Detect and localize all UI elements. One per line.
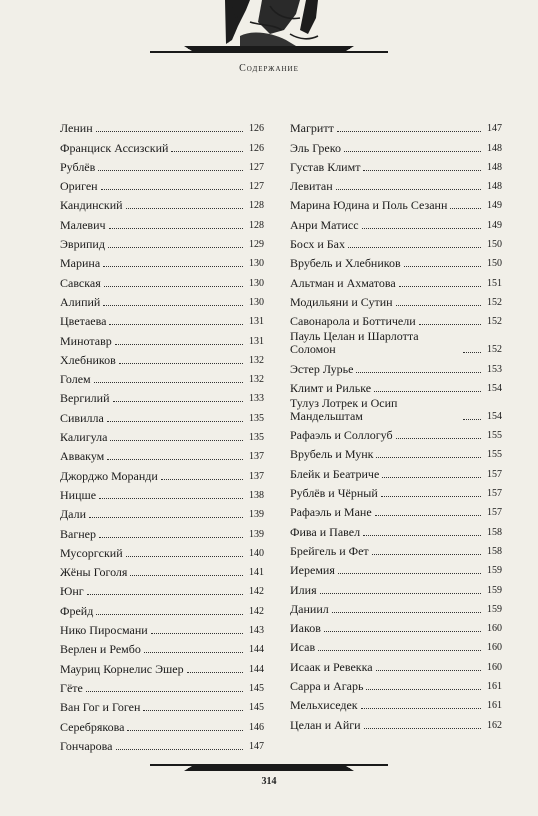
toc-entry-title: Анри Матисс — [290, 217, 359, 232]
toc-entry-title: Дали — [60, 507, 87, 522]
toc-entry-title: Калигула — [60, 430, 108, 445]
toc-entry — [60, 600, 264, 619]
toc-entry-title: Вергилий — [60, 391, 110, 406]
toc-entry-title: Хлебников — [60, 352, 116, 367]
toc-entry-page: 147 — [487, 123, 502, 135]
toc-entry-page: 159 — [487, 565, 502, 577]
toc-entry — [60, 176, 264, 195]
toc-entry-page: 143 — [249, 625, 264, 637]
dot-leader — [103, 305, 243, 306]
dot-leader — [363, 535, 481, 536]
dot-leader — [107, 459, 243, 460]
toc-entry — [290, 176, 502, 195]
toc-entry-title: Савонарола и Боттичели — [290, 314, 416, 329]
toc-entry-title: Мельхиседек — [290, 698, 358, 713]
toc-entry-page: 147 — [249, 740, 264, 752]
toc-entry-page: 158 — [487, 526, 502, 538]
toc-entry — [290, 637, 502, 656]
toc-entry-page: 152 — [487, 344, 502, 356]
dot-leader — [376, 457, 481, 458]
toc-entry — [60, 697, 264, 716]
toc-entry-page: 151 — [487, 277, 502, 289]
dot-leader — [364, 728, 481, 729]
toc-entry — [290, 118, 502, 137]
toc-entry — [60, 272, 264, 291]
dot-leader — [96, 614, 243, 615]
toc-entry-title: Ницше — [60, 487, 97, 502]
toc-entry-title: Рафаэль и Соллогуб — [290, 428, 393, 443]
toc-entry-page: 152 — [487, 316, 502, 328]
toc-entry-title: Сивилла — [60, 410, 104, 425]
dot-leader — [130, 575, 243, 576]
toc-entry — [60, 446, 264, 465]
dot-leader — [171, 151, 243, 152]
toc-entry-title: Климт и Рильке — [290, 380, 372, 395]
toc-entry-page: 128 — [249, 219, 264, 231]
toc-entry-title: Даниил — [290, 601, 329, 616]
toc-entry-title: Илия — [290, 582, 317, 597]
toc-entry — [290, 234, 502, 253]
toc-entry-page: 137 — [249, 470, 264, 482]
toc-entry-page: 145 — [249, 702, 264, 714]
dot-leader — [338, 573, 481, 574]
dot-leader — [348, 247, 481, 248]
toc-entry — [60, 137, 264, 156]
toc-entry — [290, 444, 502, 463]
dot-leader — [396, 438, 481, 439]
toc-entry-page: 140 — [249, 547, 264, 559]
toc-entry — [290, 195, 502, 214]
toc-entry-title: Нико Пиросмани — [60, 623, 148, 638]
toc-entry-page: 146 — [249, 721, 264, 733]
toc-entry — [60, 157, 264, 176]
dot-leader — [463, 352, 481, 353]
toc-entry-title: Серебрякова — [60, 719, 125, 734]
dot-leader — [376, 670, 481, 671]
toc-entry-title: Юнг — [60, 584, 84, 599]
dot-leader — [101, 189, 243, 190]
dot-leader — [381, 496, 481, 497]
toc-entry-title: Целан и Айги — [290, 717, 361, 732]
toc-entry-title: Марина Юдина и Поль Сезанн — [290, 198, 448, 213]
toc-entry-page: 162 — [487, 719, 502, 731]
toc-entry — [290, 272, 502, 291]
toc-entry-page: 154 — [487, 382, 502, 394]
toc-entry-page: 127 — [249, 161, 264, 173]
toc-entry — [290, 253, 502, 272]
toc-entry-page: 132 — [249, 374, 264, 386]
toc-entry-title: Рублёв — [60, 159, 96, 174]
dot-leader — [126, 208, 243, 209]
dot-leader — [109, 324, 243, 325]
dot-leader — [103, 266, 243, 267]
toc-entry-page: 131 — [249, 335, 264, 347]
toc-entry-title: Цветаева — [60, 314, 107, 329]
dot-leader — [318, 650, 481, 651]
dot-leader — [127, 730, 243, 731]
toc-entry-page: 141 — [249, 567, 264, 579]
toc-entry — [60, 485, 264, 504]
toc-entry-page: 135 — [249, 432, 264, 444]
header-illustration — [0, 0, 538, 60]
dot-leader — [143, 710, 243, 711]
dot-leader — [363, 170, 481, 171]
toc-entry-page: 130 — [249, 296, 264, 308]
toc-entry-page: 148 — [487, 142, 502, 154]
toc-entry — [60, 504, 264, 523]
toc-entry-page: 159 — [487, 603, 502, 615]
toc-entry-page: 157 — [487, 468, 502, 480]
dot-leader — [404, 266, 481, 267]
dot-leader — [450, 208, 481, 209]
dot-leader — [113, 401, 243, 402]
toc-entry-title: Малевич — [60, 217, 106, 232]
dot-leader — [116, 749, 244, 750]
dot-leader — [375, 515, 481, 516]
toc-entry — [60, 330, 264, 349]
toc-entry-title: Иаков — [290, 621, 321, 636]
dot-leader — [366, 689, 481, 690]
toc-entry-page: 158 — [487, 545, 502, 557]
toc-entry-title: Голем — [60, 372, 91, 387]
toc-entry-page: 159 — [487, 584, 502, 596]
toc-entry — [290, 599, 502, 618]
toc-entry — [290, 560, 502, 579]
toc-entry-page: 144 — [249, 644, 264, 656]
toc-entry — [290, 157, 502, 176]
toc-entry — [60, 253, 264, 272]
toc-entry — [290, 214, 502, 233]
toc-entry-page: 160 — [487, 623, 502, 635]
toc-entry — [60, 427, 264, 446]
dot-leader — [87, 594, 243, 595]
toc-entry-title: Кандинский — [60, 198, 123, 213]
dot-leader — [99, 537, 243, 538]
toc-entry-title: Модильяни и Сутин — [290, 294, 393, 309]
dot-leader — [119, 363, 243, 364]
toc-entry — [60, 407, 264, 426]
dot-leader — [361, 708, 481, 709]
dot-leader — [324, 631, 481, 632]
toc-entry — [60, 620, 264, 639]
dot-leader — [187, 672, 243, 673]
dot-leader — [356, 372, 481, 373]
toc-entry-page: 145 — [249, 682, 264, 694]
toc-entry — [290, 579, 502, 598]
dot-leader — [126, 556, 243, 557]
dot-leader — [99, 498, 243, 499]
toc-entry — [60, 562, 264, 581]
toc-entry-page: 148 — [487, 161, 502, 173]
toc-entry-page: 132 — [249, 354, 264, 366]
toc-entry-title: Эврипид — [60, 237, 105, 252]
toc-entry-title: Жёны Гоголя — [60, 565, 128, 580]
toc-entry — [290, 463, 502, 482]
toc-entry-page: 155 — [487, 449, 502, 461]
dot-leader — [336, 189, 481, 190]
dot-leader — [320, 593, 481, 594]
toc-entry-page: 142 — [249, 605, 264, 617]
page-number: 314 — [261, 776, 277, 787]
toc-entry — [60, 658, 264, 677]
dot-leader — [151, 633, 243, 634]
toc-entry-title: Мауриц Корнелис Эшер — [60, 661, 184, 676]
dot-leader — [94, 382, 243, 383]
toc-entry-page: 128 — [249, 200, 264, 212]
dot-leader — [109, 228, 243, 229]
dot-leader — [115, 344, 243, 345]
toc-entry-page: 126 — [249, 142, 264, 154]
toc-entry — [290, 714, 502, 733]
toc-entry — [60, 716, 264, 735]
toc-entry-page: 142 — [249, 586, 264, 598]
toc-entry — [60, 311, 264, 330]
toc-entry-title: Марина — [60, 256, 101, 271]
toc-entry-title: Густав Климт — [290, 159, 361, 174]
toc-entry-title: Исаак и Ревекка — [290, 659, 373, 674]
toc-entry — [290, 618, 502, 637]
toc-entry-page: 130 — [249, 258, 264, 270]
toc-entry — [60, 118, 264, 137]
toc-entry-page: 139 — [249, 509, 264, 521]
dot-leader — [98, 170, 243, 171]
toc-entry-title: Верлен и Рембо — [60, 642, 141, 657]
toc-entry — [60, 465, 264, 484]
toc-entry — [290, 378, 502, 397]
toc-entry-title: Врубель и Мунк — [290, 447, 374, 462]
toc-entry-title: Аввакум — [60, 449, 105, 464]
dot-leader — [344, 151, 481, 152]
toc-entry-title: Мусоргский — [60, 545, 123, 560]
toc-entry-page: 160 — [487, 661, 502, 673]
dot-leader — [108, 247, 243, 248]
dot-leader — [382, 477, 481, 478]
toc-entry-page: 133 — [249, 393, 264, 405]
toc-entry-page: 135 — [249, 412, 264, 424]
toc-column-left — [60, 118, 264, 755]
toc-entry — [290, 137, 502, 156]
toc-entry-title: Рафаэль и Мане — [290, 505, 372, 520]
toc-entry-page: 148 — [487, 181, 502, 193]
dot-leader — [374, 391, 481, 392]
toc-entry-title: Ван Гог и Гоген — [60, 700, 141, 715]
toc-entry-page: 149 — [487, 219, 502, 231]
dot-leader — [463, 419, 481, 420]
dot-leader — [337, 131, 481, 132]
toc-entry — [290, 521, 502, 540]
toc-entry — [290, 358, 502, 377]
toc-entry-page: 157 — [487, 488, 502, 500]
toc-entry-title: Исав — [290, 640, 316, 655]
dot-leader — [419, 324, 481, 325]
toc-entry-title: Иеремия — [290, 563, 335, 578]
toc-entry — [290, 695, 502, 714]
toc-entry-title: Сарра и Агарь — [290, 679, 364, 694]
toc-entry — [290, 502, 502, 521]
toc-entry-title: Минотавр — [60, 333, 112, 348]
toc-entry-page: 161 — [487, 700, 502, 712]
toc-entry-page: 155 — [487, 430, 502, 442]
toc-entry-page: 144 — [249, 663, 264, 675]
dot-leader — [399, 286, 481, 287]
toc-entry-title: Босх и Бах — [290, 237, 345, 252]
toc-entry-page: 150 — [487, 258, 502, 270]
toc-entry — [290, 676, 502, 695]
toc-entry-title: Пауль Целан и Шарлотта Соломон — [290, 329, 419, 357]
toc-entry — [60, 214, 264, 233]
toc-entry — [290, 397, 502, 425]
toc-entry — [290, 425, 502, 444]
dot-leader — [362, 228, 481, 229]
toc-entry — [60, 195, 264, 214]
toc-entry-title: Магритт — [290, 121, 334, 136]
toc-entry — [60, 234, 264, 253]
toc-entry-page: 149 — [487, 200, 502, 212]
toc-entry-page: 153 — [487, 363, 502, 375]
toc-entry — [60, 523, 264, 542]
toc-entry-page: 131 — [249, 316, 264, 328]
dot-leader — [86, 691, 243, 692]
toc-entry-title: Брейгель и Фет — [290, 543, 369, 558]
toc-entry-title: Савская — [60, 275, 101, 290]
toc-entry-page: 139 — [249, 528, 264, 540]
toc-entry — [290, 656, 502, 675]
toc-entry-title: Фива и Павел — [290, 524, 361, 539]
toc-entry — [60, 736, 264, 755]
dot-leader — [396, 305, 481, 306]
toc-entry-title: Гончарова — [60, 738, 113, 753]
toc-entry-title: Алипий — [60, 294, 101, 309]
toc-entry-page: 157 — [487, 507, 502, 519]
dot-leader — [110, 440, 243, 441]
toc-entry-page: 130 — [249, 277, 264, 289]
toc-entry — [60, 292, 264, 311]
toc-entry — [60, 388, 264, 407]
toc-entry-title: Блейк и Беатриче — [290, 466, 380, 481]
toc-entry-title: Альтман и Ахматова — [290, 275, 396, 290]
toc-entry — [290, 292, 502, 311]
toc-entry — [60, 678, 264, 697]
toc-entry-page: 152 — [487, 296, 502, 308]
dot-leader — [161, 479, 243, 480]
toc-entry — [290, 541, 502, 560]
toc-entry — [60, 639, 264, 658]
toc-column-right — [290, 118, 502, 734]
toc-entry — [60, 581, 264, 600]
toc-entry-page: 154 — [487, 410, 502, 422]
toc-entry-page: 126 — [249, 123, 264, 135]
toc-entry-title: Джорджо Моранди — [60, 468, 158, 483]
toc-entry-page: 127 — [249, 181, 264, 193]
toc-entry-title: Гёте — [60, 680, 83, 695]
toc-entry-title: Эль Греко — [290, 140, 341, 155]
dot-leader — [372, 554, 481, 555]
toc-entry — [60, 369, 264, 388]
running-head-title: Содержание — [239, 63, 299, 74]
toc-entry-title: Левитан — [290, 179, 333, 194]
toc-entry-title: Фрейд — [60, 603, 94, 618]
toc-entry-title: Эстер Лурье — [290, 361, 354, 376]
toc-entry-title: Ориген — [60, 179, 98, 194]
toc-entry-title: Рублёв и Чёрный — [290, 486, 378, 501]
dot-leader — [144, 652, 243, 653]
toc-entry — [60, 543, 264, 562]
toc-entry-title: Врубель и Хлебников — [290, 256, 401, 271]
toc-entry-title: Вагнер — [60, 526, 96, 541]
toc-entry-page: 137 — [249, 451, 264, 463]
toc-entry-page: 160 — [487, 642, 502, 654]
dot-leader — [89, 517, 243, 518]
toc-entry-title: Франциск Ассизский — [60, 140, 169, 155]
dot-leader — [332, 612, 481, 613]
toc-entry — [290, 311, 502, 330]
toc-entry-page: 138 — [249, 489, 264, 501]
toc-entry-title: Ленин — [60, 121, 93, 136]
dot-leader — [107, 421, 243, 422]
toc-entry-page: 129 — [249, 239, 264, 251]
toc-entry — [290, 483, 502, 502]
toc-entry-title: Тулуз Лотрек и Осип Мандельштам — [290, 395, 398, 423]
toc-entry — [290, 330, 502, 358]
toc-entry — [60, 350, 264, 369]
dot-leader — [96, 131, 243, 132]
toc-entry-page: 150 — [487, 239, 502, 251]
dot-leader — [104, 286, 243, 287]
toc-entry-page: 161 — [487, 681, 502, 693]
